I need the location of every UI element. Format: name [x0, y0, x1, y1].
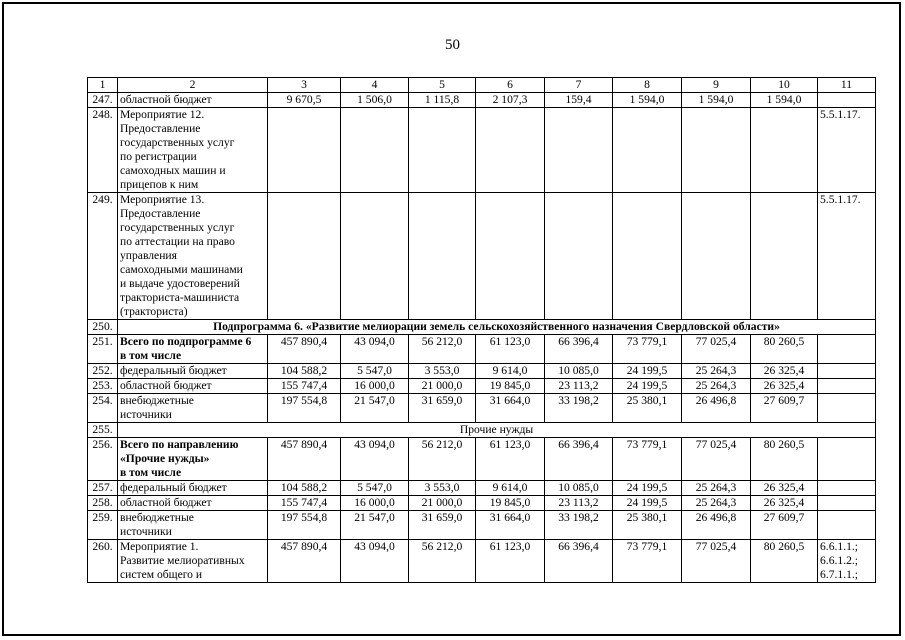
- table-row: [88, 438, 876, 481]
- amount-cell: 61 123,0: [476, 438, 545, 481]
- column-header: 5: [409, 78, 476, 93]
- amount-cell: 26 325,4: [751, 379, 818, 394]
- row-number: 252.: [88, 364, 118, 379]
- amount-cell: 16 000,0: [341, 496, 409, 511]
- row-number: 260.: [88, 540, 118, 583]
- amount-cell: 457 890,4: [268, 335, 341, 364]
- amount-cell: 24 199,5: [613, 364, 682, 379]
- row-number: 256.: [88, 438, 118, 481]
- item-name-line: внебюджетные: [120, 511, 194, 524]
- item-name-line: государственных услуг: [120, 221, 235, 234]
- amount-cell: 104 588,2: [268, 364, 341, 379]
- row-number: 259.: [88, 511, 118, 540]
- amount-cell: 457 890,4: [268, 540, 341, 583]
- amount-cell: 31 659,0: [409, 394, 476, 423]
- item-name: [118, 193, 268, 320]
- table-row: [88, 320, 876, 335]
- column-header: 4: [341, 78, 409, 93]
- row-number: 257.: [88, 481, 118, 496]
- item-name-line: Всего по направлению: [120, 438, 239, 451]
- amount-cell: 197 554,8: [268, 394, 341, 423]
- amount-cell: 25 264,3: [682, 379, 751, 394]
- amount-cell: 1 115,8: [409, 93, 476, 108]
- amount-cell: 1 594,0: [751, 93, 818, 108]
- amount-cell: [613, 193, 682, 320]
- amount-cell: 21 000,0: [409, 379, 476, 394]
- item-name-line: в том числе: [120, 466, 182, 479]
- amount-cell: 25 264,3: [682, 481, 751, 496]
- amount-cell: [682, 108, 751, 193]
- amount-cell: 1 594,0: [613, 93, 682, 108]
- target-ref: [818, 364, 876, 379]
- amount-cell: [341, 108, 409, 193]
- amount-cell: 26 496,8: [682, 511, 751, 540]
- table-row: [88, 481, 876, 496]
- amount-cell: [545, 108, 613, 193]
- item-name-line: областной бюджет: [120, 496, 212, 509]
- amount-cell: [341, 193, 409, 320]
- amount-cell: 25 264,3: [682, 364, 751, 379]
- column-header: 2: [118, 78, 268, 93]
- amount-cell: 155 747,4: [268, 496, 341, 511]
- column-header: 1: [88, 78, 118, 93]
- target-ref-line: 6.6.1.1.;: [820, 540, 859, 553]
- item-name-line: Предоставление: [120, 207, 201, 220]
- row-number: 254.: [88, 394, 118, 423]
- item-name-line: по аттестации на право: [120, 235, 235, 248]
- column-header: 7: [545, 78, 613, 93]
- amount-cell: 19 845,0: [476, 496, 545, 511]
- target-ref: [818, 496, 876, 511]
- table-body: [88, 93, 876, 583]
- item-name: [118, 108, 268, 193]
- amount-cell: [682, 193, 751, 320]
- amount-cell: 25 380,1: [613, 394, 682, 423]
- amount-cell: 21 547,0: [341, 511, 409, 540]
- amount-cell: [613, 108, 682, 193]
- column-header: 9: [682, 78, 751, 93]
- table-row: [88, 335, 876, 364]
- amount-cell: 24 199,5: [613, 496, 682, 511]
- amount-cell: 43 094,0: [341, 438, 409, 481]
- item-name: [118, 364, 268, 379]
- item-name: [118, 93, 268, 108]
- amount-cell: 26 325,4: [751, 481, 818, 496]
- row-number: 258.: [88, 496, 118, 511]
- amount-cell: 31 659,0: [409, 511, 476, 540]
- table-row: [88, 394, 876, 423]
- target-ref: [818, 481, 876, 496]
- amount-cell: 33 198,2: [545, 394, 613, 423]
- amount-cell: [268, 108, 341, 193]
- item-name-line: федеральный бюджет: [120, 481, 227, 494]
- amount-cell: 19 845,0: [476, 379, 545, 394]
- amount-cell: 56 212,0: [409, 540, 476, 583]
- target-ref: [818, 379, 876, 394]
- column-header: 3: [268, 78, 341, 93]
- amount-cell: 16 000,0: [341, 379, 409, 394]
- amount-cell: 25 264,3: [682, 496, 751, 511]
- target-ref: [818, 108, 876, 193]
- item-name-line: внебюджетные: [120, 394, 194, 407]
- amount-cell: 26 325,4: [751, 496, 818, 511]
- section-title: Подпрограмма 6. «Развитие мелиорации земель сельскохозяйственного назначения Свердловской области»: [118, 320, 876, 335]
- item-name-line: источники: [120, 525, 172, 538]
- amount-cell: 10 085,0: [545, 481, 613, 496]
- item-name-line: (тракториста): [120, 305, 188, 318]
- target-ref: [818, 193, 876, 320]
- item-name-line: федеральный бюджет: [120, 364, 227, 377]
- amount-cell: 27 609,7: [751, 511, 818, 540]
- item-name: [118, 481, 268, 496]
- amount-cell: [409, 108, 476, 193]
- amount-cell: 159,4: [545, 93, 613, 108]
- amount-cell: 3 553,0: [409, 481, 476, 496]
- item-name-line: областной бюджет: [120, 379, 212, 392]
- amount-cell: 73 779,1: [613, 438, 682, 481]
- page-number: 50: [445, 37, 460, 53]
- amount-cell: [751, 108, 818, 193]
- amount-cell: 26 496,8: [682, 394, 751, 423]
- item-name-line: прицепов к ним: [120, 178, 199, 191]
- amount-cell: 21 000,0: [409, 496, 476, 511]
- amount-cell: 77 025,4: [682, 540, 751, 583]
- amount-cell: 61 123,0: [476, 335, 545, 364]
- amount-cell: [476, 108, 545, 193]
- amount-cell: 66 396,4: [545, 540, 613, 583]
- item-name-line: управления: [120, 249, 177, 262]
- item-name: [118, 335, 268, 364]
- target-ref-line: 5.5.1.17.: [820, 193, 861, 206]
- table-row: [88, 364, 876, 379]
- target-ref: [818, 438, 876, 481]
- amount-cell: 43 094,0: [341, 335, 409, 364]
- amount-cell: [476, 193, 545, 320]
- amount-cell: 5 547,0: [341, 364, 409, 379]
- row-number: 255.: [88, 423, 118, 438]
- item-name: [118, 438, 268, 481]
- item-name-line: источники: [120, 408, 172, 421]
- amount-cell: [545, 193, 613, 320]
- table-row: [88, 193, 876, 320]
- row-number: 247.: [88, 93, 118, 108]
- amount-cell: 9 614,0: [476, 364, 545, 379]
- item-name-line: и выдаче удостоверений: [120, 277, 240, 290]
- table-row: [88, 93, 876, 108]
- table-row: [88, 540, 876, 583]
- amount-cell: 73 779,1: [613, 335, 682, 364]
- amount-cell: 9 614,0: [476, 481, 545, 496]
- column-header: 8: [613, 78, 682, 93]
- column-header: 11: [818, 78, 876, 93]
- amount-cell: 66 396,4: [545, 438, 613, 481]
- amount-cell: 457 890,4: [268, 438, 341, 481]
- row-number: 249.: [88, 193, 118, 320]
- amount-cell: 24 199,5: [613, 379, 682, 394]
- item-name: [118, 394, 268, 423]
- amount-cell: 3 553,0: [409, 364, 476, 379]
- item-name-line: Мероприятие 12.: [120, 108, 205, 121]
- section-label: Прочие нужды: [118, 423, 876, 438]
- budget-table: [87, 77, 876, 583]
- amount-cell: 73 779,1: [613, 540, 682, 583]
- amount-cell: 33 198,2: [545, 511, 613, 540]
- table-header-row: [88, 78, 876, 93]
- item-name-line: Предоставление: [120, 122, 201, 135]
- amount-cell: 43 094,0: [341, 540, 409, 583]
- amount-cell: 5 547,0: [341, 481, 409, 496]
- table-row: [88, 108, 876, 193]
- item-name-line: областной бюджет: [120, 93, 212, 106]
- item-name-line: по регистрации: [120, 150, 197, 163]
- table-row: [88, 423, 876, 438]
- target-ref: [818, 335, 876, 364]
- amount-cell: 26 325,4: [751, 364, 818, 379]
- target-ref: [818, 93, 876, 108]
- target-ref: [818, 511, 876, 540]
- amount-cell: 1 594,0: [682, 93, 751, 108]
- amount-cell: 23 113,2: [545, 496, 613, 511]
- amount-cell: [268, 193, 341, 320]
- row-number: 250.: [88, 320, 118, 335]
- amount-cell: 27 609,7: [751, 394, 818, 423]
- amount-cell: 104 588,2: [268, 481, 341, 496]
- column-header: 6: [476, 78, 545, 93]
- item-name-line: Мероприятие 13.: [120, 193, 205, 206]
- item-name-line: тракториста-машиниста: [120, 291, 240, 304]
- amount-cell: 31 664,0: [476, 394, 545, 423]
- amount-cell: 1 506,0: [341, 93, 409, 108]
- item-name: [118, 540, 268, 583]
- item-name-line: государственных услуг: [120, 136, 235, 149]
- target-ref-line: 5.5.1.17.: [820, 108, 861, 121]
- amount-cell: 24 199,5: [613, 481, 682, 496]
- item-name-line: «Прочие нужды»: [120, 452, 210, 465]
- amount-cell: 80 260,5: [751, 335, 818, 364]
- item-name: [118, 496, 268, 511]
- item-name: [118, 379, 268, 394]
- row-number: 253.: [88, 379, 118, 394]
- amount-cell: 197 554,8: [268, 511, 341, 540]
- item-name-line: в том числе: [120, 349, 182, 362]
- amount-cell: 77 025,4: [682, 438, 751, 481]
- amount-cell: 80 260,5: [751, 438, 818, 481]
- target-ref: [818, 540, 876, 583]
- row-number: 251.: [88, 335, 118, 364]
- target-ref-line: 6.7.1.1.;: [820, 568, 859, 581]
- row-number: 248.: [88, 108, 118, 193]
- target-ref-line: 6.6.1.2.;: [820, 554, 859, 567]
- table-row: [88, 496, 876, 511]
- amount-cell: [409, 193, 476, 320]
- amount-cell: 10 085,0: [545, 364, 613, 379]
- item-name-line: Всего по подпрограмме 6: [120, 335, 252, 348]
- item-name: [118, 511, 268, 540]
- amount-cell: 80 260,5: [751, 540, 818, 583]
- target-ref: [818, 394, 876, 423]
- item-name-line: систем общего и: [120, 568, 203, 581]
- amount-cell: 23 113,2: [545, 379, 613, 394]
- amount-cell: 2 107,3: [476, 93, 545, 108]
- item-name-line: Развитие мелиоративных: [120, 554, 245, 567]
- amount-cell: 31 664,0: [476, 511, 545, 540]
- amount-cell: 21 547,0: [341, 394, 409, 423]
- column-header: 10: [751, 78, 818, 93]
- amount-cell: 61 123,0: [476, 540, 545, 583]
- item-name-line: самоходными машинами: [120, 263, 243, 276]
- item-name-line: самоходных машин и: [120, 164, 226, 177]
- amount-cell: [751, 193, 818, 320]
- table-row: [88, 379, 876, 394]
- amount-cell: 25 380,1: [613, 511, 682, 540]
- item-name-line: Мероприятие 1.: [120, 540, 199, 553]
- amount-cell: 155 747,4: [268, 379, 341, 394]
- table-row: [88, 511, 876, 540]
- amount-cell: 56 212,0: [409, 438, 476, 481]
- amount-cell: 56 212,0: [409, 335, 476, 364]
- amount-cell: 77 025,4: [682, 335, 751, 364]
- amount-cell: 9 670,5: [268, 93, 341, 108]
- amount-cell: 66 396,4: [545, 335, 613, 364]
